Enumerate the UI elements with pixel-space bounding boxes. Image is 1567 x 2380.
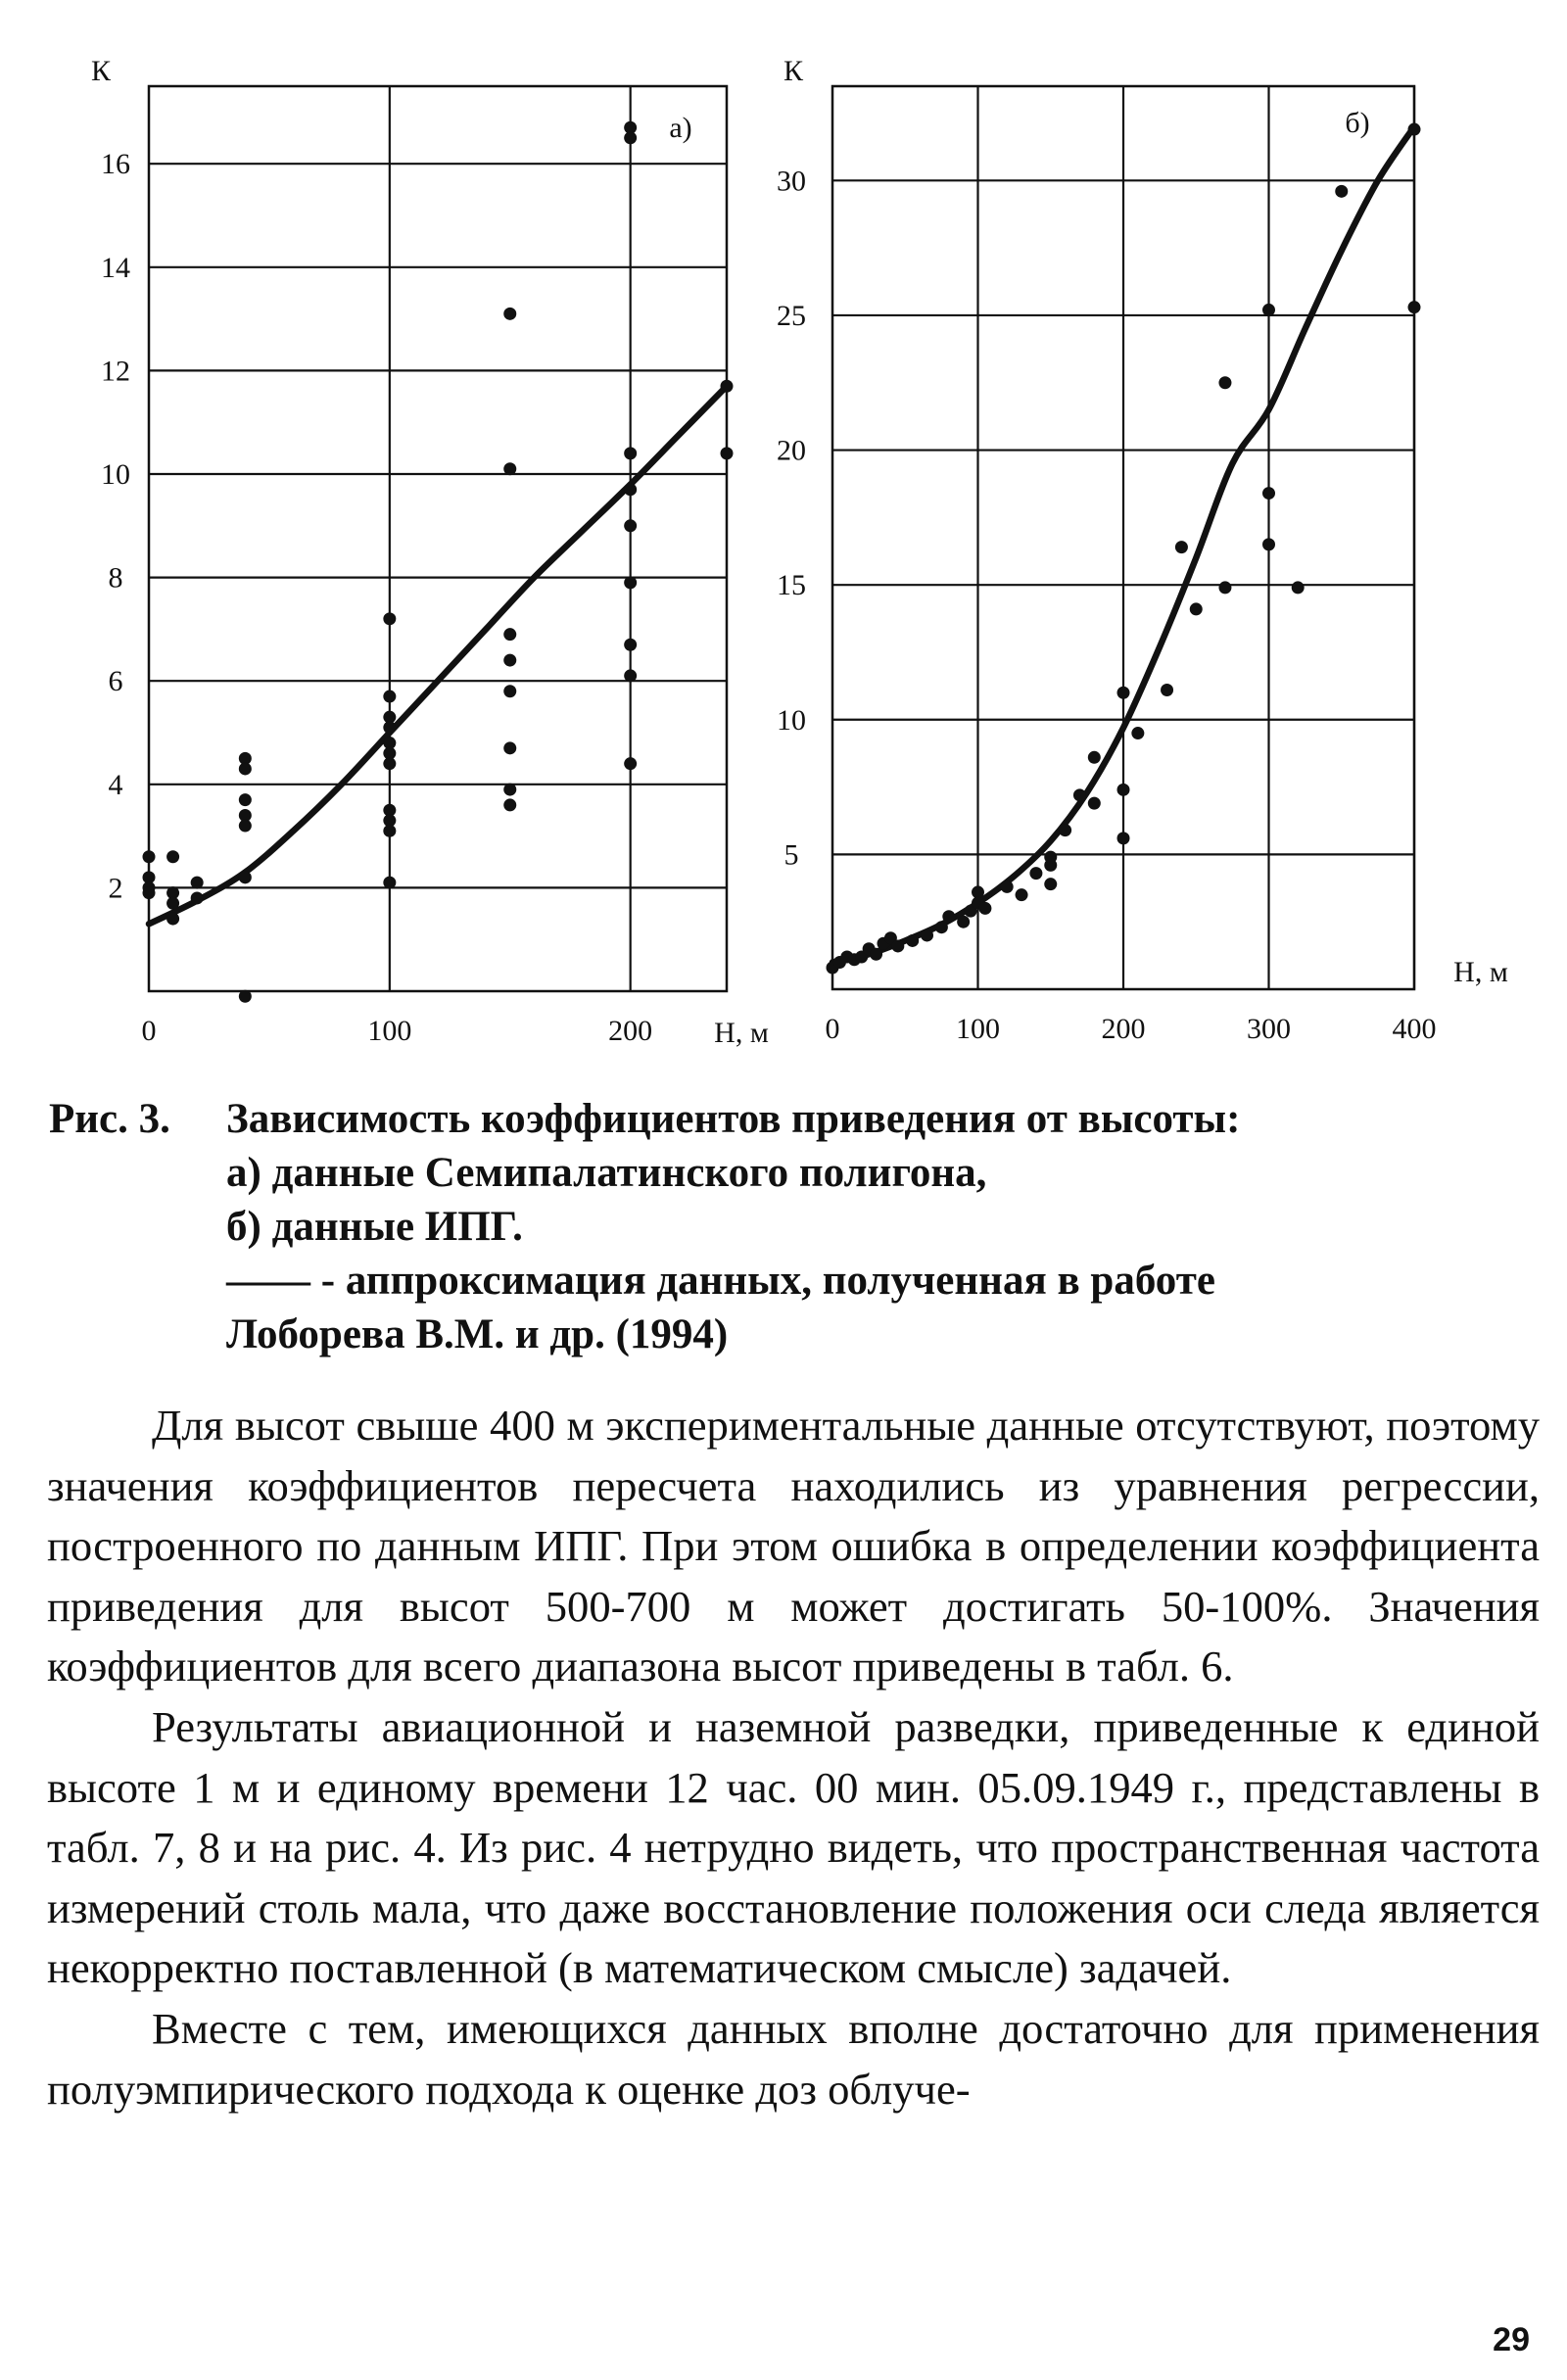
chart-b-point-6 [870,948,882,961]
chart-b-point-25 [1059,824,1071,836]
chart-a-point-7 [166,913,179,926]
chart-a-point-14 [239,820,252,833]
chart-b-point-40 [1262,538,1275,550]
chart-b-xtick-200: 200 [1101,1013,1146,1045]
chart-a-point-3 [143,886,156,899]
chart-a-xtick-200: 200 [608,1015,653,1047]
chart-a-point-43 [624,669,637,682]
chart-a-point-12 [239,793,252,806]
chart-b-point-36 [1218,376,1231,389]
chart-a-point-0 [143,850,156,863]
chart-b-point-30 [1117,784,1130,796]
caption-line-3: б) данные ИПГ. [226,1204,523,1250]
chart-a-point-32 [503,685,516,697]
chart-a-point-26 [383,825,396,837]
chart-a-point-30 [503,628,516,641]
chart-a-xtick-100: 100 [367,1015,412,1047]
chart-b-point-27 [1088,751,1101,764]
paragraph-2: Результаты авиационной и наземной разведки, приведенные к единой высоте 1 м и единому времени 12 час. 00 мин. 05.09.1949 г., представлены в табл. 7, 8 и на рис. 4. Из рис. 4 нетрудно видеть, что пространственная частота измерений столь мала, что даже восстановление положения оси следа является некорректно поставленной (в математическом смысле) задачей. [47,1701,1540,1993]
chart-b-point-44 [1408,301,1421,313]
chart-b-point-29 [1117,687,1130,699]
chart-a-point-18 [383,690,396,703]
chart-a-point-44 [624,757,637,770]
chart-a-point-45 [721,380,734,393]
chart-a-ytick-6: 6 [108,665,123,698]
chart-a-point-31 [503,654,516,667]
chart-b-point-35 [1190,602,1203,615]
chart-b-point-32 [1131,727,1144,739]
chart-b-point-23 [1044,851,1057,864]
chart-b-ytick-30: 30 [777,165,806,198]
chart-b-xtick-0: 0 [825,1013,840,1045]
chart-b-point-12 [935,921,948,933]
chart-b-point-38 [1262,304,1275,316]
chart-a-ylabel: К [90,55,112,87]
chart-b-point-21 [1029,867,1042,880]
chart-a-point-38 [624,447,637,459]
body-text [47,1396,1540,2119]
chart-a-point-42 [624,639,637,651]
chart-a-point-46 [721,447,734,459]
caption-label: Рис. 3. [49,1096,170,1142]
chart-a-point-39 [624,483,637,496]
chart-b-point-11 [921,928,933,941]
figure-caption [49,1092,1538,1361]
chart-a-point-23 [383,757,396,770]
chart-b-xtick-100: 100 [956,1013,1000,1045]
chart-b-point-39 [1262,487,1275,500]
chart-b-ytick-5: 5 [784,838,799,872]
chart-a-point-9 [191,891,204,904]
chart-a-point-37 [624,131,637,144]
chart-a [91,55,769,1049]
chart-b-point-9 [891,939,904,952]
chart-b-point-20 [1016,888,1028,901]
chart-b-point-34 [1175,541,1188,553]
chart-b-point-18 [978,902,991,915]
chart-b-point-13 [942,910,955,923]
chart-a-point-40 [624,519,637,532]
chart-b-point-24 [1044,878,1057,890]
caption-line-2: а) данные Семипалатинского полигона, [226,1150,987,1196]
chart-b-point-26 [1073,788,1086,801]
chart-b-point-31 [1117,832,1130,844]
chart-b-ytick-20: 20 [777,434,806,467]
chart-a-point-17 [383,612,396,625]
chart-a-point-4 [166,850,179,863]
chart-a-point-15 [239,871,252,883]
chart-a-point-34 [503,784,516,796]
chart-a-frame [149,86,727,991]
chart-a-ytick-16: 16 [101,148,130,181]
chart-a-point-33 [503,741,516,754]
chart-b-ylabel: К [783,55,804,87]
chart-a-point-28 [503,308,516,320]
chart-a-point-35 [503,798,516,811]
chart-a-ytick-12: 12 [101,355,130,388]
chart-a-point-27 [383,877,396,889]
chart-b-ytick-15: 15 [777,569,806,602]
chart-b [777,55,1508,1045]
chart-a-approximation-curve [149,386,727,924]
chart-a-point-16 [239,990,252,1003]
chart-b-point-10 [906,934,919,947]
chart-b-panel-label: б) [1345,107,1370,139]
chart-a-panel-label: а) [669,112,692,144]
chart-b-xlabel: Н, м [1453,956,1508,988]
chart-b-point-19 [1001,881,1014,893]
figure-charts [0,0,1567,1077]
chart-a-xtick-0: 0 [141,1015,157,1047]
chart-a-point-29 [503,462,516,475]
chart-b-ytick-10: 10 [777,703,806,737]
paragraph-3: Вместе с тем, имеющихся данных вполне достаточно для применения полуэмпирического подхода к оценке доз облуче- [47,2003,1540,2114]
chart-b-xtick-300: 300 [1247,1013,1291,1045]
chart-a-point-41 [624,576,637,589]
chart-b-point-14 [957,916,970,928]
caption-line-1: Зависимость коэффициентов приведения от высоты: [226,1096,1241,1142]
chart-b-point-37 [1218,581,1231,594]
chart-b-point-41 [1292,581,1305,594]
chart-b-point-28 [1088,797,1101,810]
caption-line-5: Лоборева В.М. и др. (1994) [226,1311,729,1357]
chart-a-point-8 [191,877,204,889]
paragraph-1: Для высот свыше 400 м экспериментальные данные отсутствуют, поэтому значения коэффициентов пересчета находились из уравнения регрессии, построенного по данным ИПГ. При этом ошибка в определении коэффициента приведения для высот 500-700 м может достигать 50-100%. Значения коэффициентов для всего диапазона высот приведены в табл. 6. [47,1401,1540,1691]
page-number: 29 [1493,2321,1530,2358]
chart-a-point-6 [166,897,179,910]
chart-a-ytick-2: 2 [108,872,123,905]
chart-a-ytick-10: 10 [101,458,130,491]
chart-a-ytick-8: 8 [108,561,123,595]
chart-a-ytick-14: 14 [101,251,130,284]
chart-b-ytick-25: 25 [777,299,806,332]
chart-a-point-20 [383,721,396,734]
chart-b-point-43 [1408,123,1421,136]
chart-a-xlabel: Н, м [714,1017,769,1049]
chart-b-point-33 [1161,684,1173,696]
chart-b-point-42 [1335,185,1348,198]
chart-a-point-11 [239,762,252,775]
chart-b-xtick-400: 400 [1392,1013,1437,1045]
caption-line-4: —— - аппроксимация данных, полученная в работе [226,1258,1215,1304]
chart-a-ytick-4: 4 [108,768,123,801]
